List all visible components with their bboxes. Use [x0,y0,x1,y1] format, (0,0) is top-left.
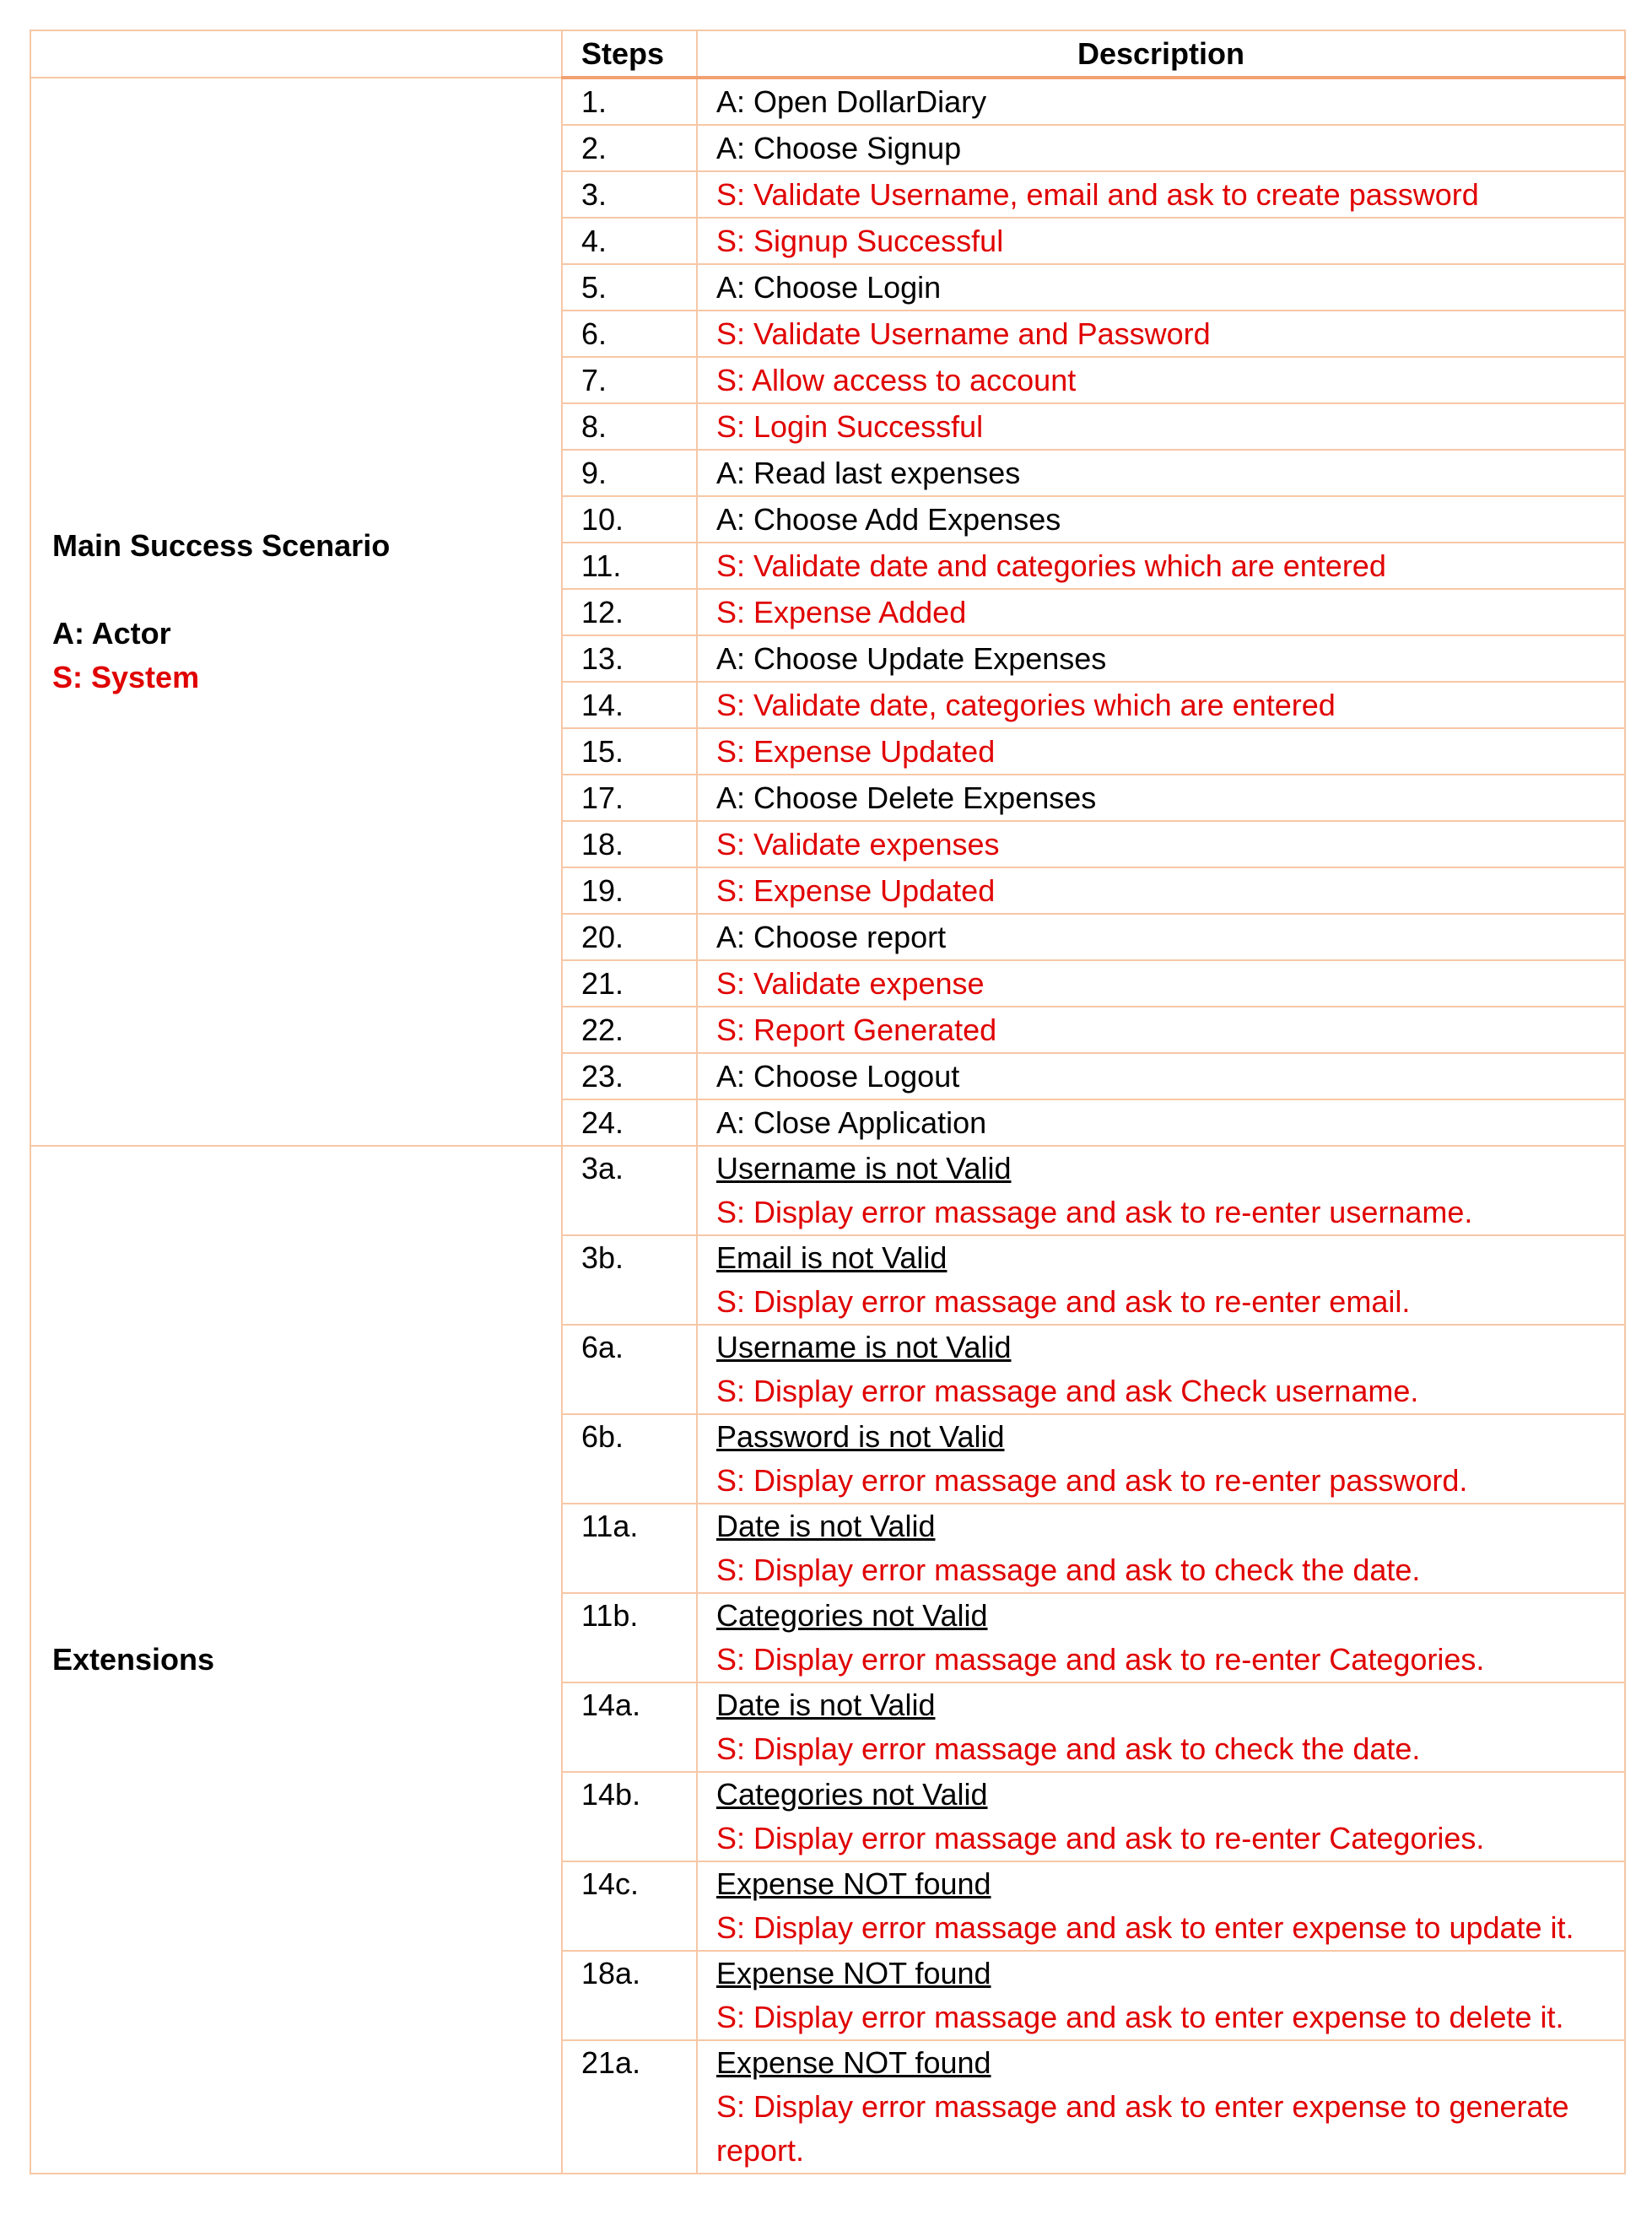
extensions-body [30,1146,1625,2174]
main-success-scenario-body [30,78,1625,1146]
extension-response: S: Display error massage and ask to enter expense to delete it. [716,2000,1564,2034]
step-number: 24. [562,1099,697,1146]
step-number: 7. [562,357,697,403]
main-success-scenario-title: Main Success Scenario [52,528,391,563]
extension-step-number: 14c. [562,1861,697,1951]
extension-description [697,1682,1625,1772]
step-number: 3. [562,171,697,218]
step-number: 15. [562,728,697,775]
extension-row [30,1146,1625,1235]
extension-condition: Date is not Valid [716,1688,936,1722]
step-number: 12. [562,589,697,635]
extension-step-number: 3b. [562,1235,697,1325]
extension-step-number: 21a. [562,2040,697,2174]
step-description: A: Choose Delete Expenses [697,775,1625,821]
step-description: S: Expense Updated [697,728,1625,775]
step-number: 20. [562,914,697,960]
extension-description [697,1414,1625,1504]
step-number: 5. [562,264,697,311]
extension-description [697,1325,1625,1414]
extension-step-number: 11a. [562,1504,697,1593]
header-row [30,30,1625,78]
step-row [30,78,1625,125]
step-description: A: Choose Logout [697,1053,1625,1099]
step-number: 13. [562,635,697,682]
step-number: 2. [562,125,697,171]
extension-description [697,1235,1625,1325]
step-description: S: Expense Added [697,589,1625,635]
step-description: S: Validate date and categories which are entered [697,543,1625,589]
extensions-cell [30,1146,562,2174]
extension-step-number: 6a. [562,1325,697,1414]
step-number: 19. [562,867,697,914]
extension-step-number: 14b. [562,1772,697,1861]
extension-description [697,1861,1625,1951]
extension-description [697,1772,1625,1861]
extension-step-number: 14a. [562,1682,697,1772]
step-description: S: Report Generated [697,1007,1625,1053]
extensions-title: Extensions [52,1642,215,1677]
main-success-scenario-cell [30,78,562,1146]
extension-response: S: Display error massage and ask to re-enter Categories. [716,1821,1485,1855]
spacer [52,568,561,612]
step-description: S: Allow access to account [697,357,1625,403]
header-blank-cell [30,30,562,78]
step-description: S: Login Successful [697,403,1625,450]
step-description: S: Signup Successful [697,218,1625,264]
extension-step-number: 6b. [562,1414,697,1504]
step-number: 4. [562,218,697,264]
step-description: S: Expense Updated [697,867,1625,914]
step-description: A: Choose report [697,914,1625,960]
step-description: S: Validate Username, email and ask to create password [697,171,1625,218]
extension-description [697,1146,1625,1235]
extension-response: S: Display error massage and ask Check username. [716,1374,1419,1408]
steps-header: Steps [562,30,697,78]
step-description: A: Choose Add Expenses [697,496,1625,543]
extension-response: S: Display error massage and ask to re-enter password. [716,1463,1468,1498]
extension-condition: Categories not Valid [716,1598,988,1633]
use-case-table [30,30,1626,2174]
step-number: 22. [562,1007,697,1053]
extension-condition: Expense NOT found [716,1866,991,1901]
legend-actor: A: Actor [52,616,171,651]
extension-response: S: Display error massage and ask to check the date. [716,1553,1421,1587]
step-number: 8. [562,403,697,450]
step-description: A: Choose Signup [697,125,1625,171]
extension-condition: Username is not Valid [716,1151,1012,1186]
step-number: 18. [562,821,697,867]
extension-step-number: 11b. [562,1593,697,1682]
extension-condition: Expense NOT found [716,2045,991,2080]
extension-condition: Email is not Valid [716,1240,947,1275]
step-description: S: Validate expenses [697,821,1625,867]
description-header: Description [697,30,1625,78]
extension-description [697,2040,1625,2174]
step-description: A: Open DollarDiary [697,78,1625,125]
extension-condition: Password is not Valid [716,1419,1005,1454]
step-number: 1. [562,78,697,125]
step-description: A: Choose Login [697,264,1625,311]
extension-response: S: Display error massage and ask to re-enter Categories. [716,1642,1485,1677]
step-number: 23. [562,1053,697,1099]
extension-response: S: Display error massage and ask to enter expense to update it. [716,1910,1574,1945]
extension-response: S: Display error massage and ask to check the date. [716,1731,1421,1766]
step-number: 9. [562,450,697,496]
step-description: A: Read last expenses [697,450,1625,496]
extension-step-number: 3a. [562,1146,697,1235]
extension-response: S: Display error massage and ask to re-enter email. [716,1284,1411,1319]
step-description: A: Choose Update Expenses [697,635,1625,682]
step-description: A: Close Application [697,1099,1625,1146]
step-number: 6. [562,311,697,357]
extension-response: S: Display error massage and ask to re-enter username. [716,1195,1473,1229]
step-number: 10. [562,496,697,543]
extension-description [697,1593,1625,1682]
step-number: 17. [562,775,697,821]
extension-description [697,1504,1625,1593]
step-number: 21. [562,960,697,1007]
legend-system: S: System [52,660,200,694]
extension-condition: Date is not Valid [716,1509,936,1543]
extension-description [697,1951,1625,2040]
step-description: S: Validate Username and Password [697,311,1625,357]
step-description: S: Validate date, categories which are entered [697,682,1625,728]
step-number: 11. [562,543,697,589]
step-description: S: Validate expense [697,960,1625,1007]
extension-response: S: Display error massage and ask to enter expense to generate report. [716,2089,1569,2168]
extension-condition: Expense NOT found [716,1956,991,1990]
step-number: 14. [562,682,697,728]
extension-condition: Username is not Valid [716,1330,1012,1364]
extension-step-number: 18a. [562,1951,697,2040]
extension-condition: Categories not Valid [716,1777,988,1812]
